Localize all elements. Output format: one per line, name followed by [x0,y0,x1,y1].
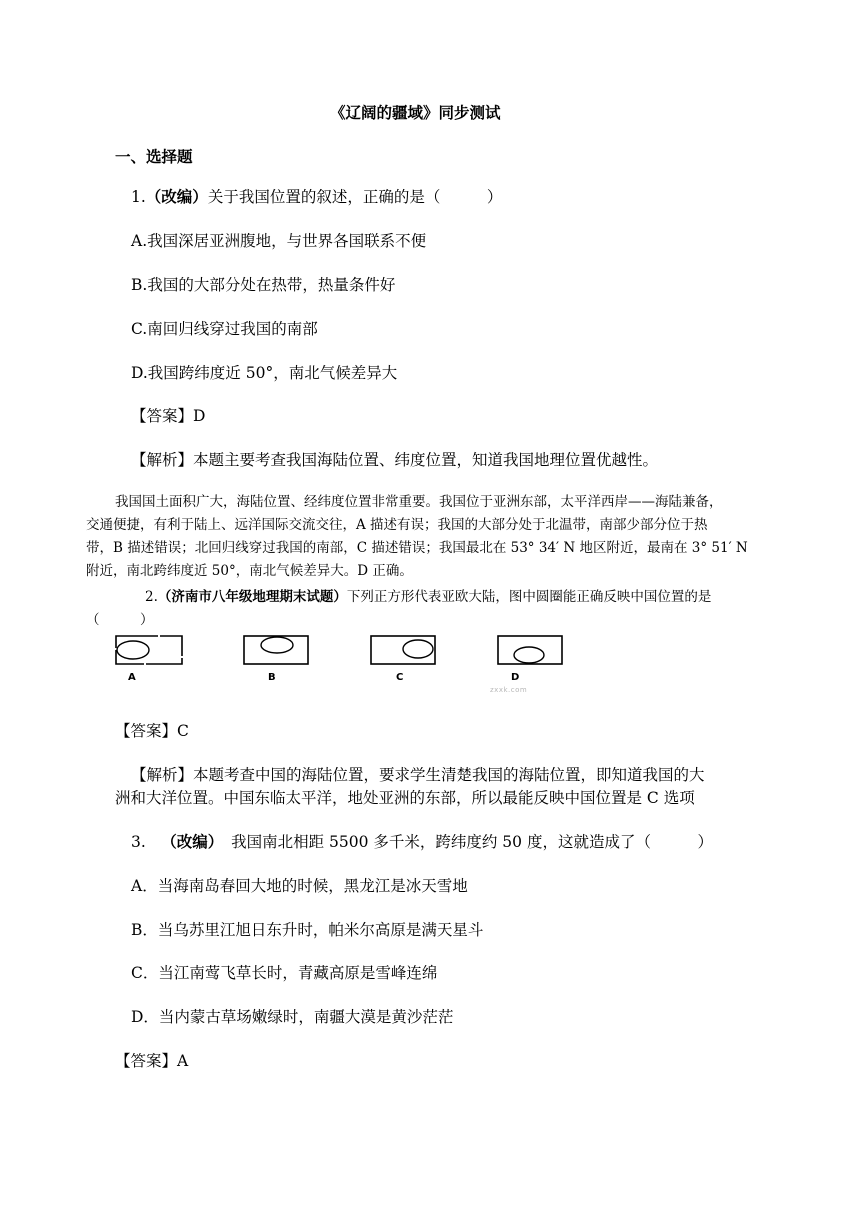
question-source-tag: （济南市八年级地理期末试题） [157,589,347,605]
question-source-tag: （改编） [161,832,224,851]
diagram-label: B [268,672,276,683]
option-a: A．当海南岛春回大地的时候，黑龙江是冰天雪地 [131,877,468,895]
answer: 【答案】A [115,1052,189,1070]
answer: 【答案】D [131,407,206,425]
diagram-option-d [497,635,563,665]
question-2 [145,588,711,606]
question-1 [131,187,502,207]
option-d: D.我国跨纬度近 50°，南北气候差异大 [131,364,398,382]
analysis-line: 【解析】本题考查中国的海陆位置，要求学生清楚我国的海陆位置，即知道我国的大 [131,766,705,784]
question-number: 2. [145,589,158,605]
question-number: 1. [131,188,146,206]
question-number: 3. [131,833,146,851]
option-d: D．当内蒙古草场嫩绿时，南疆大漠是黄沙茫茫 [131,1008,454,1026]
watermark: zxxk.com [490,686,528,694]
option-b: B.我国的大部分处在热带，热量条件好 [131,276,396,294]
diagram-option-c [370,635,436,665]
option-c: C．当江南莺飞草长时，青藏高原是雪峰连绵 [131,964,438,982]
analysis-detail-line: 交通便捷，有利于陆上、远洋国际交流交往，A 描述有误；我国的大部分处于北温带，南部少部分位于热 [86,517,708,533]
option-a: A.我国深居亚洲腹地，与世界各国联系不便 [131,232,427,250]
page-title: 《辽阔的疆域》同步测试 [330,104,501,122]
question-stem: 关于我国位置的叙述，正确的是（ ） [207,188,503,206]
diagram-label: C [396,672,404,683]
analysis-detail-line: 附近，南北跨纬度近 50°，南北气候差异大。D 正确。 [86,563,413,579]
answer: 【答案】C [115,722,189,740]
diagram-label: A [128,672,136,683]
question-stem: 下列正方形代表亚欧大陆，图中圆圈能正确反映中国位置的是 [346,589,712,605]
diagram-label: D [511,672,520,683]
option-b: B．当乌苏里江旭日东升时，帕米尔高原是满天星斗 [131,921,484,939]
analysis-detail-line: 我国国土面积广大，海陆位置、经纬度位置非常重要。我国位于亚洲东部，太平洋西岸——海陆兼备， [115,494,723,510]
question-source-tag: （改编） [145,187,208,206]
analysis: 【解析】本题主要考查我国海陆位置、纬度位置，知道我国地理位置优越性。 [131,451,659,469]
question-2-blank: （ ） [86,612,154,628]
analysis-detail-line: 带，B 描述错误；北回归线穿过我国的南部，C 描述错误；我国最北在 53° 34′ N 地区附近，最南在 3° 51′ N [86,540,748,556]
question-3 [131,832,713,852]
question-stem: 我国南北相距 5500 多千米，跨纬度约 50 度，这就造成了（ ） [231,833,713,851]
analysis-line: 洲和大洋位置。中国东临太平洋，地处亚洲的东部，所以最能反映中国位置是 C 选项 [115,789,695,807]
diagram-option-b [243,635,309,665]
section-heading: 一、选择题 [115,148,193,166]
diagram-option-a [115,635,183,665]
option-c: C.南回归线穿过我国的南部 [131,320,318,338]
